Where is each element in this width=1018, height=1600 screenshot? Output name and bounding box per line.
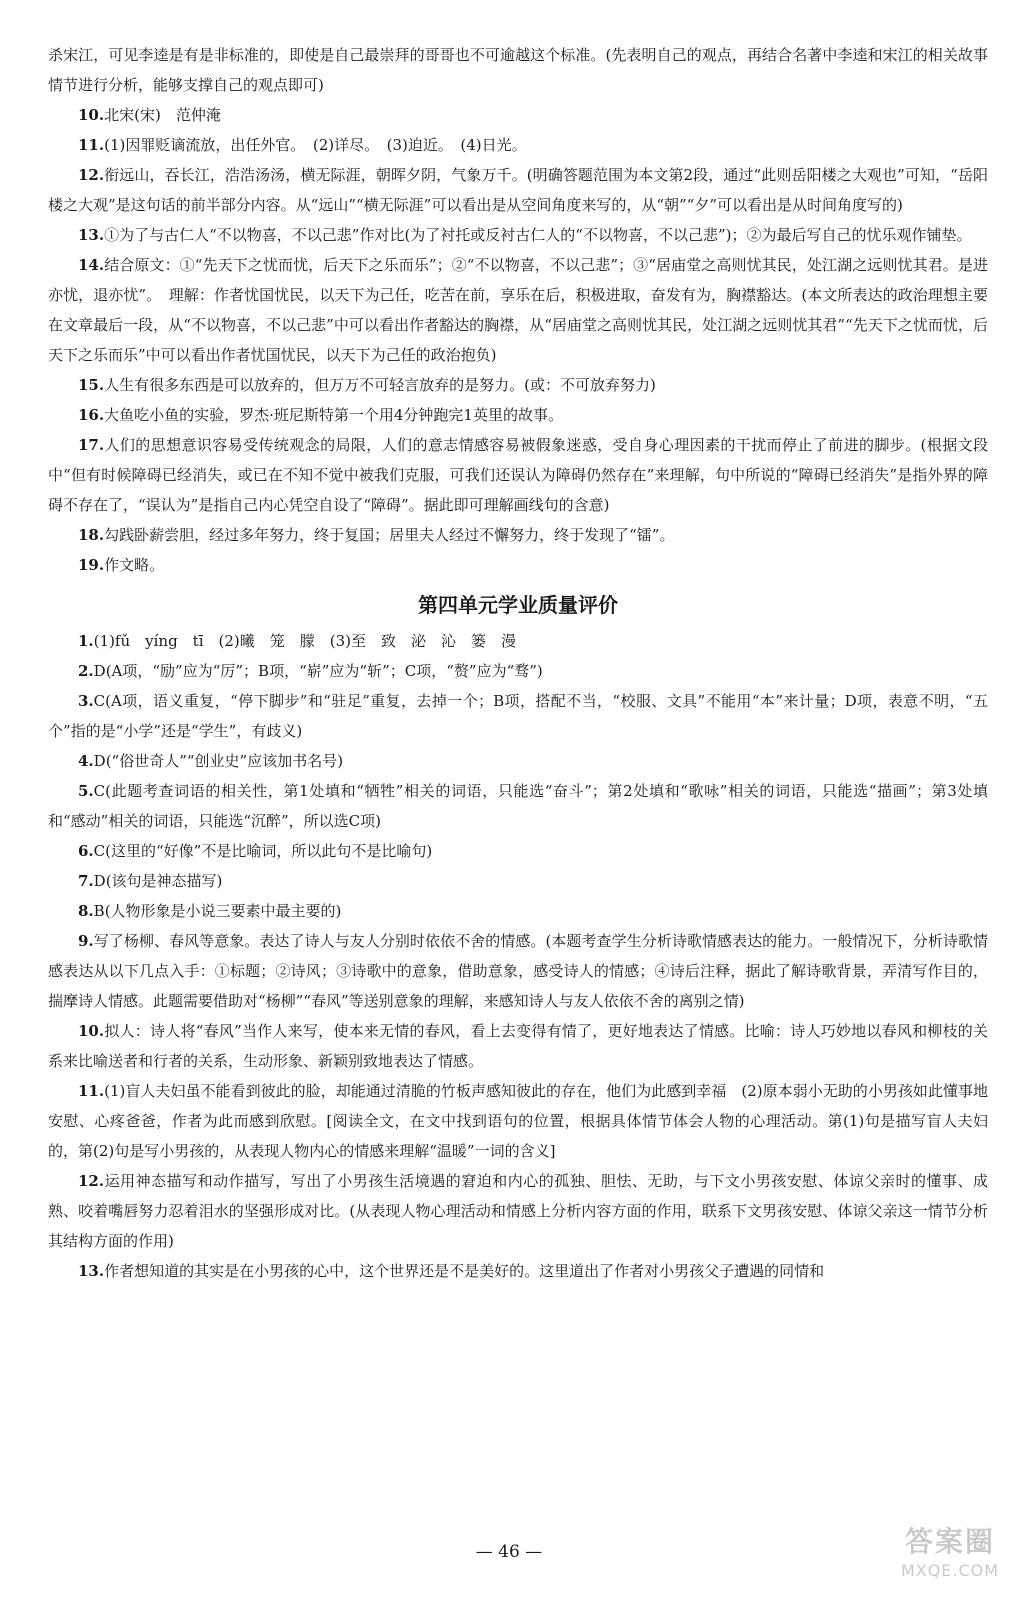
answer-item xyxy=(48,220,988,250)
watermark-logo xyxy=(890,1524,1010,1592)
answer-text: 大鱼吃小鱼的实验，罗杰·班尼斯特第一个用4分钟跑完1英里的故事。 xyxy=(104,406,563,424)
answer-number: 8. xyxy=(78,902,94,920)
answers-part-1 xyxy=(48,100,988,580)
answer-text: 拟人：诗人将“春风”当作人来写，使本来无情的春风，看上去变得有情了，更好地表达了情感。比喻：诗人巧妙地以春风和柳枝的关系来比喻送者和行者的关系，生动形象、新颖别致地表达了情感。 xyxy=(48,1022,988,1070)
answer-item xyxy=(48,160,988,220)
answer-item xyxy=(48,776,988,836)
watermark-text: 答案圈 xyxy=(904,1525,995,1558)
answer-number: 4. xyxy=(78,752,94,770)
answer-text: D(该句是神态描写) xyxy=(93,872,223,890)
answer-text: C(A项，语义重复，“停下脚步”和“驻足”重复，去掉一个；B项，搭配不当，“校服、文具”不能用“本”来计量；D项，表意不明，“五个”指的是“小学”还是“学生”，有歧义) xyxy=(48,692,988,740)
answer-text: 作者想知道的其实是在小男孩的心中，这个世界还是不是美好的。这里道出了作者对小男孩父子遭遇的同情和 xyxy=(104,1262,825,1280)
answer-item xyxy=(48,1166,988,1256)
answer-number: 15. xyxy=(78,376,105,394)
answer-text: 人们的思想意识容易受传统观念的局限，人们的意志情感容易被假象迷惑，受自身心理因素的干扰而停止了前进的脚步。(根据文段中“但有时候障碍已经消失，或已在不知不觉中被我们克服，可我们还误认为障碍仍然存在”来理解，句中所说的“障碍已经消失”是指外界的障碍不存在了，“误认为”是指自己内心凭空自设了“障碍”。据此即可理解画线句的含意) xyxy=(48,436,988,514)
answer-text: (1)fǔ yíng tī (2)曦 笼 朦 (3)至 致 泌 沁 篓 漫 xyxy=(93,632,516,650)
answer-number: 16. xyxy=(78,406,105,424)
answer-text: 运用神态描写和动作描写，写出了小男孩生活境遇的窘迫和内心的孤独、胆怯、无助，与下文小男孩安慰、体谅父亲时的懂事、成熟、咬着嘴唇努力忍着泪水的坚强形成对比。(从表现人物心理活动和情感上分析内容方面的作用，联系下文男孩安慰、体谅父亲这一情节分析其结构方面的作用) xyxy=(48,1172,988,1250)
answer-text: ①为了与古仁人“不以物喜，不以己悲”作对比(为了衬托或反衬古仁人的“不以物喜，不以己悲”)；②为最后写自己的忧乐观作铺垫。 xyxy=(104,226,972,244)
page-content xyxy=(48,40,988,1286)
answer-number: 19. xyxy=(78,556,105,574)
answer-item xyxy=(48,746,988,776)
answer-item xyxy=(48,550,988,580)
answer-item xyxy=(48,130,988,160)
answer-item xyxy=(48,370,988,400)
answer-item xyxy=(48,866,988,896)
section-title: 第四单元学业质量评价 xyxy=(418,593,618,617)
answer-text: (1)因罪贬谪流放，出任外官。 (2)详尽。 (3)迫近。 (4)日光。 xyxy=(104,136,527,154)
answer-number: 17. xyxy=(78,436,105,454)
answer-item xyxy=(48,896,988,926)
answer-number: 13. xyxy=(78,226,105,244)
answer-number: 6. xyxy=(78,842,94,860)
continued-paragraph: 杀宋江，可见李逵是有是非标准的，即使是自己最崇拜的哥哥也不可逾越这个标准。(先表明自己的观点，再结合名著中李逵和宋江的相关故事情节进行分析，能够支撑自己的观点即可) xyxy=(48,46,988,94)
page-number: — 46 — xyxy=(475,1542,543,1562)
answer-number: 9. xyxy=(78,932,94,950)
answer-number: 13. xyxy=(78,1262,105,1280)
answer-text: 作文略。 xyxy=(104,556,165,574)
answer-number: 10. xyxy=(78,106,105,124)
answer-item xyxy=(48,656,988,686)
answer-number: 12. xyxy=(78,166,105,184)
answer-number: 14. xyxy=(78,256,105,274)
answers-part-2 xyxy=(48,626,988,1286)
answer-number: 5. xyxy=(78,782,94,800)
answer-item xyxy=(48,686,988,746)
answer-number: 11. xyxy=(78,136,105,154)
answer-item xyxy=(48,520,988,550)
answer-item xyxy=(48,400,988,430)
answer-item xyxy=(48,250,988,370)
answer-item xyxy=(48,1016,988,1076)
answer-text: (1)盲人夫妇虽不能看到彼此的脸，却能通过清脆的竹板声感知彼此的存在，他们为此感到幸福 (2)原本弱小无助的小男孩如此懂事地安慰、心疼爸爸，作者为此而感到欣慰。[阅读全文，在文中找到语句的位置，根据具体情节体会人物的心理活动。第(1)句是描写盲人夫妇的，第(2)句是写小男孩的，从表现人物内心的情感来理解“温暖”一词的含义] xyxy=(48,1082,988,1160)
answer-number: 10. xyxy=(78,1022,105,1040)
answer-text: C(这里的“好像”不是比喻词，所以此句不是比喻句) xyxy=(93,842,433,860)
answer-text: 写了杨柳、春风等意象。表达了诗人与友人分别时依依不舍的情感。(本题考查学生分析诗歌情感表达的能力。一般情况下，分析诗歌情感表达从以下几点入手：①标题；②诗风；③诗歌中的意象，借助意象，感受诗人的情感；④诗后注释，据此了解诗歌背景，弄清写作目的，揣摩诗人情感。此题需要借助对“杨柳”“春风”等送别意象的理解，来感知诗人与友人依依不舍的离别之情) xyxy=(48,932,988,1010)
watermark-url: MXQE.COM xyxy=(900,1561,1000,1580)
answer-number: 12. xyxy=(78,1172,105,1190)
answer-number: 2. xyxy=(78,662,94,680)
answer-item xyxy=(48,100,988,130)
answer-number: 11. xyxy=(78,1082,105,1100)
answer-text: C(此题考查词语的相关性，第1处填和“牺牲”相关的词语，只能选“奋斗”；第2处填和“歌咏”相关的词语，只能选“描画”；第3处填和“感动”相关的词语，只能选“沉醉”，所以选C项) xyxy=(48,782,988,830)
answer-text: 北宋(宋) 范仲淹 xyxy=(104,106,221,124)
answer-number: 7. xyxy=(78,872,94,890)
answer-item xyxy=(48,926,988,1016)
answer-item xyxy=(48,430,988,520)
answer-text: 勾践卧薪尝胆，经过多年努力，终于复国；居里夫人经过不懈努力，终于发现了“镭”。 xyxy=(104,526,675,544)
answer-text: 结合原文：①“先天下之忧而忧，后天下之乐而乐”；②“不以物喜，不以己悲”；③“居庙堂之高则忧其民，处江湖之远则忧其君。是进亦忧，退亦忧”。 理解：作者忧国忧民，以天下为己任，吃苦在前，享乐在后，积极进取，奋发有为，胸襟豁达。(本文所表达的政治理想主要在文章最后一段，从“不以物喜，不以己悲”中可以看出作者豁达的胸襟，从“居庙堂之高则忧其民，处江湖之远则忧其君”“先天下之忧而忧，后天下之乐而乐”中可以看出作者忧国忧民，以天下为己任的政治抱负) xyxy=(48,256,988,364)
answer-text: D(A项，“励”应为“厉”；B项，“崭”应为“斩”；C项，“赘”应为“骛”) xyxy=(93,662,543,680)
answer-item xyxy=(48,1076,988,1166)
answer-text: B(人物形象是小说三要素中最主要的) xyxy=(93,902,342,920)
answer-text: 人生有很多东西是可以放弃的，但万万不可轻言放弃的是努力。(或：不可放弃努力) xyxy=(104,376,656,394)
answer-item xyxy=(48,626,988,656)
answer-text: D(“俗世奇人”“创业史”应该加书名号) xyxy=(93,752,344,770)
answer-number: 1. xyxy=(78,632,94,650)
answer-number: 18. xyxy=(78,526,105,544)
answer-text: 衔远山，吞长江，浩浩汤汤，横无际涯，朝晖夕阴，气象万千。(明确答题范围为本文第2段，通过“此则岳阳楼之大观也”可知，“岳阳楼之大观”是这句话的前半部分内容。从“远山”“横无际涯”可以看出是从空间角度来写的，从“朝”“夕”可以看出是从时间角度写的) xyxy=(48,166,988,214)
answer-number: 3. xyxy=(78,692,94,710)
answer-item xyxy=(48,836,988,866)
answer-item xyxy=(48,1256,988,1286)
